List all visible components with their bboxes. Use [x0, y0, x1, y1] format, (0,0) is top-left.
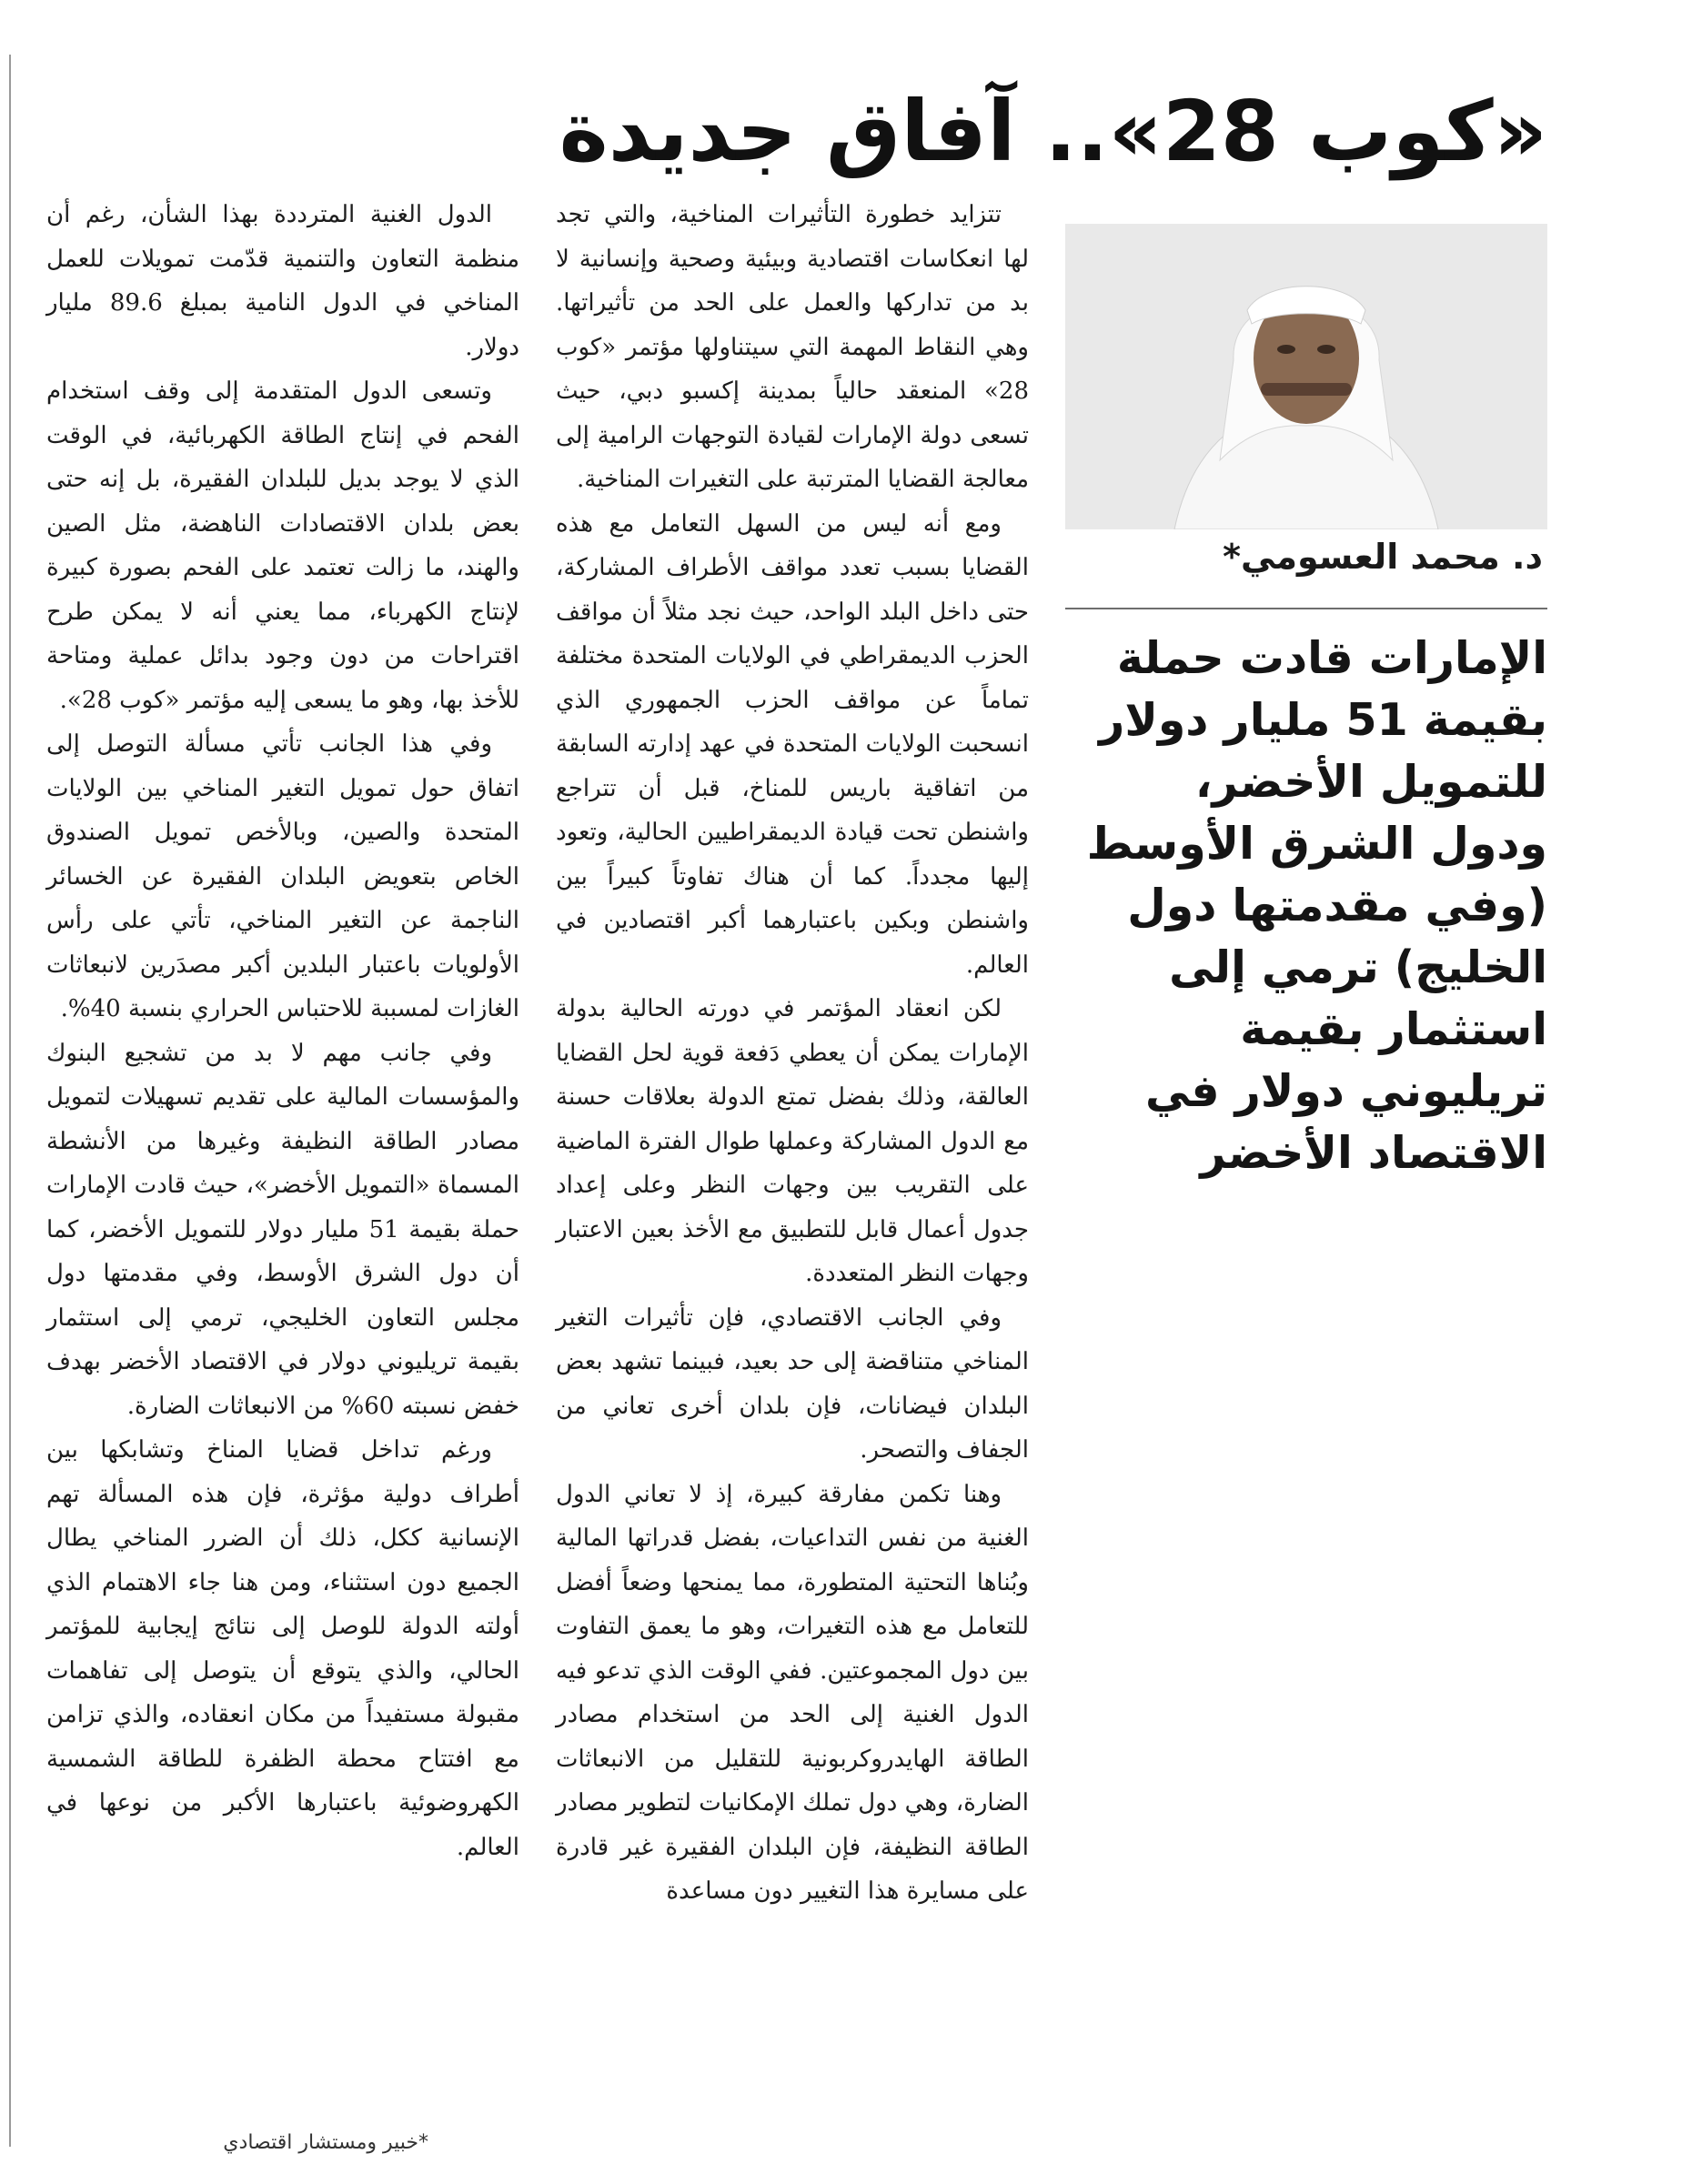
page-edge-rule	[9, 55, 11, 2147]
paragraph: ورغم تداخل قضايا المناخ وتشابكها بين أطراف دولية مؤثرة، فإن هذه المسألة تهم الإنسانية ككل، ذلك أن الضرر المناخي يطال الجميع دون استثناء، ومن هنا جاء الاهتمام الذي أولته الدولة للوصل إلى نتائج إيجابية للمؤتمر الحالي، والذي يتوقع أن يتوصل إلى تفاهمات مقبولة مستفيداً من مكان انعقاده، والذي تزامن مع افتتاح محطة الظفرة للطاقة الشمسية الكهروضوئية باعتبارها الأكبر من نوعها في العالم.	[46, 1436, 519, 1861]
article-column-left	[46, 193, 519, 1869]
author-footnote: *خبير ومستشار اقتصادي	[223, 2131, 428, 2154]
paragraph: وفي الجانب الاقتصادي، فإن تأثيرات التغير المناخي متناقضة إلى حد بعيد، فبينما تشهد بعض البلدان فيضانات، فإن بلدان أخرى تعاني من الجفاف والتصحر.	[556, 1303, 1029, 1464]
author-photo	[1065, 224, 1547, 529]
paragraph: وفي هذا الجانب تأتي مسألة التوصل إلى اتفاق حول تمويل التغير المناخي بين الولايات المتحدة والصين، وبالأخص تمويل الصندوق الخاص بتعويض البلدان الفقيرة عن الخسائر الناجمة عن التغير المناخي، تأتي على رأس الأولويات باعتبار البلدين أكبر مصدَرين لانبعاثات الغازات لمسببة للاحتباس الحراري بنسبة 40%.	[46, 730, 519, 1022]
pull-quote: الإمارات قادت حملة بقيمة 51 مليار دولار للتمويل الأخضر، ودول الشرق الأوسط (وفي مقدمتها دول الخليج) ترمي إلى استثمار بقيمة تريليوني دولار في الاقتصاد الأخضر	[1086, 632, 1547, 1179]
paragraph: لكن انعقاد المؤتمر في دورته الحالية بدولة الإمارات يمكن أن يعطي دَفعة قوية لحل القضايا العالقة، وذلك بفضل تمتع الدولة بعلاقات حسنة مع الدول المشاركة وعملها طوال الفترة الماضية على التقريب بين وجهات النظر وعلى إعداد جدول أعمال قابل للتطبيق مع الأخذ بعين الاعتبار وجهات النظر المتعددة.	[556, 995, 1029, 1287]
article-column-right	[556, 193, 1029, 1914]
paragraph: وهنا تكمن مفارقة كبيرة، إذ لا تعاني الدول الغنية من نفس التداعيات، بفضل قدراتها المالية وبُناها التحتية المتطورة، مما يمنحها وضعاً أفضل للتعامل مع هذه التغيرات، وهو ما يعمق التفاوت بين دول المجموعتين. ففي الوقت الذي تدعو فيه الدول الغنية إلى الحد من استخدام مصادر الطاقة الهايدروكربونية للتقليل من الانبعاثات الضارة، وهي دول تملك الإمكانيات لتطوير مصادر الطاقة النظيفة، فإن البلدان الفقيرة غير قادرة على مسايرة هذا التغيير دون مساعدة	[556, 1480, 1029, 1905]
author-byline: د. محمد العسومي*	[1223, 537, 1543, 577]
paragraph: وتسعى الدول المتقدمة إلى وقف استخدام الفحم في إنتاج الطاقة الكهربائية، في الوقت الذي لا يوجد بديل للبلدان الفقيرة، بل إنه حتى بعض بلدان الاقتصادات الناهضة، مثل الصين والهند، ما زالت تعتمد على الفحم بصورة كبيرة لإنتاج الكهرباء، مما يعني أنه لا يمكن طرح اقتراحات من دون وجود بدائل عملية ومتاحة للأخذ بها، وهو ما يسعى إليه مؤتمر «كوب 28».	[46, 377, 519, 714]
paragraph: وفي جانب مهم لا بد من تشجيع البنوك والمؤسسات المالية على تقديم تسهيلات لتمويل مصادر الطاقة النظيفة وغيرها من الأنشطة المسماة «التمويل الأخضر»، حيث قادت الإمارات حملة بقيمة 51 مليار دولار للتمويل الأخضر، كما أن دول الشرق الأوسط، وفي مقدمتها دول مجلس التعاون الخليجي، ترمي إلى استثمار بقيمة تريليوني دولار في الاقتصاد الأخضر بهدف خفض نسبته 60% من الانبعاثات الضارة.	[46, 1039, 520, 1420]
author-portrait-image	[1065, 224, 1547, 529]
paragraph: تتزايد خطورة التأثيرات المناخية، والتي تجد لها انعكاسات اقتصادية وبيئية وصحية وإنسانية لا بد من تداركها والعمل على الحد من تأثيراتها. وهي النقاط المهمة التي سيتناولها مؤتمر «كوب 28» المنعقد حالياً بمدينة إكسبو دبي، حيث تسعى دولة الإمارات لقيادة التوجهات الرامية إلى معالجة القضايا المترتبة على التغيرات المناخية.	[556, 201, 1029, 493]
byline-divider	[1065, 608, 1547, 609]
article-headline: «كوب 28».. آفاق جديدة	[559, 82, 1547, 180]
paragraph: ومع أنه ليس من السهل التعامل مع هذه القضايا بسبب تعدد مواقف الأطراف المشاركة، حتى داخل البلد الواحد، حيث نجد مثلاً أن مواقف الحزب الديمقراطي في الولايات المتحدة مختلفة تماماً عن مواقف الحزب الجمهوري الذي انسحبت الولايات المتحدة في عهد إدارته السابقة من اتفاقية باريس للمناخ، قبل أن تتراجع واشنطن تحت قيادة الديمقراطيين الحالية، وتعود إليها مجدداً. كما أن هناك تفاوتاً كبيراً بين واشنطن وبكين باعتبارهما أكبر اقتصادين في العالم.	[556, 509, 1029, 979]
paragraph: الدول الغنية المترددة بهذا الشأن، رغم أن منظمة التعاون والتنمية قدّمت تمويلات للعمل المناخي في الدول النامية بمبلغ 89.6 مليار دولار.	[46, 201, 519, 361]
